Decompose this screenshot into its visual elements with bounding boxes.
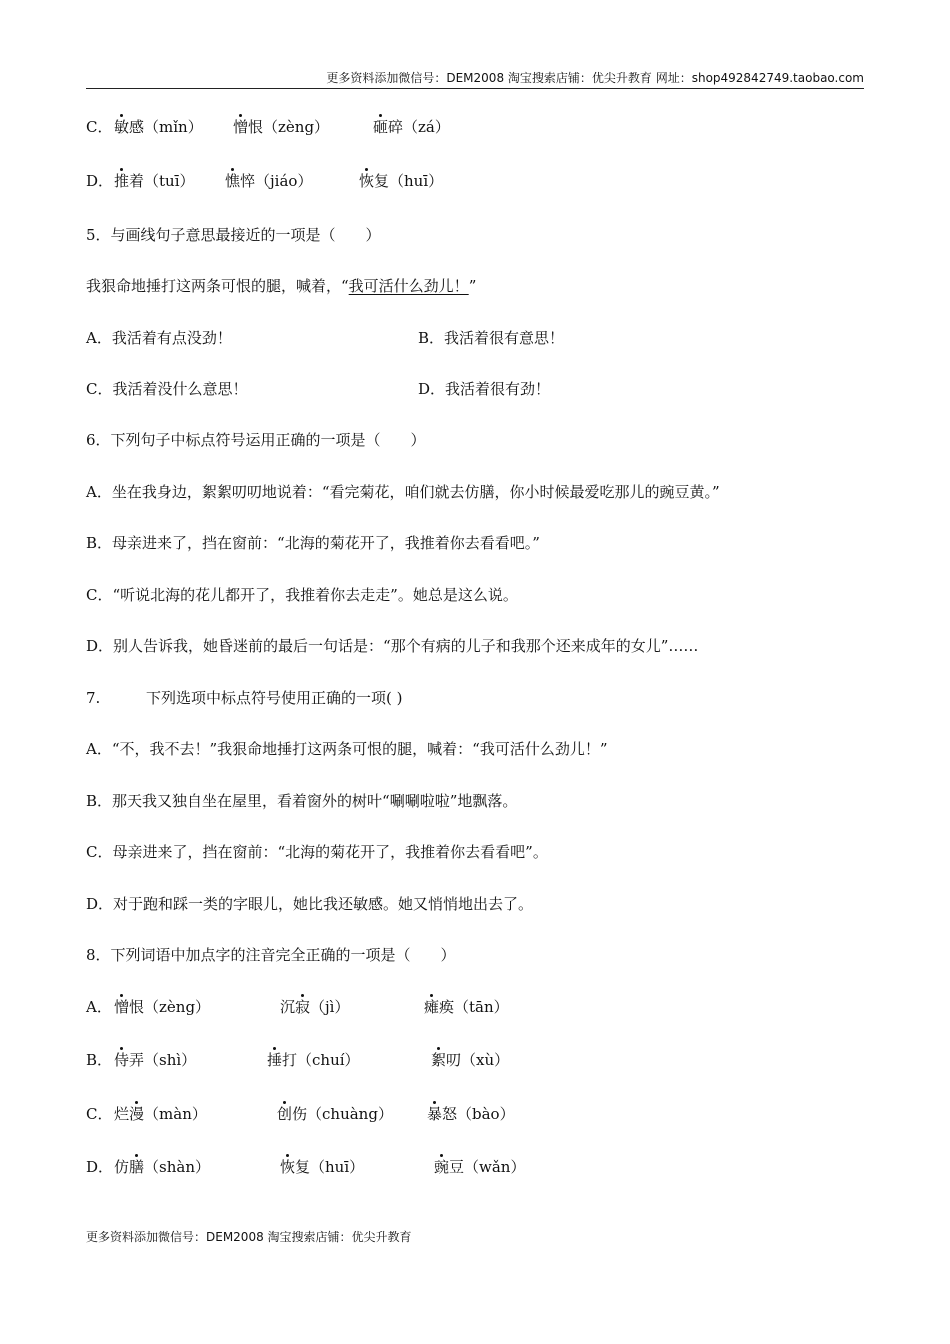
item-rest: 恨（zèng） bbox=[129, 998, 211, 1016]
item-rest: 复（huī） bbox=[295, 1158, 365, 1176]
dotted-char: 寂 bbox=[295, 998, 311, 1016]
dotted-char: 恢 bbox=[359, 172, 375, 190]
dotted-char: 敏 bbox=[114, 118, 130, 136]
q8-stem: 8．下列词语中加点字的注音完全正确的一项是（ ） bbox=[86, 946, 456, 964]
q5-stem: 5．与画线句子意思最接近的一项是（ ） bbox=[86, 226, 381, 244]
q8-a-item-3 bbox=[424, 997, 509, 1017]
q8-a-item-1 bbox=[114, 997, 210, 1017]
underlined-sentence: 我可活什么劲儿！ bbox=[348, 277, 469, 295]
item-rest: 复（huī） bbox=[374, 172, 444, 190]
item-rest: 叨（xù） bbox=[446, 1051, 510, 1069]
item-rest: 打（chuí） bbox=[282, 1051, 360, 1069]
q5-option-a: A．我活着有点没劲！ bbox=[86, 329, 232, 347]
item-before: 仿 bbox=[114, 1158, 130, 1176]
item-before: 烂 bbox=[114, 1105, 130, 1123]
dotted-char: 恢 bbox=[280, 1158, 296, 1176]
dotted-char: 推 bbox=[114, 172, 130, 190]
q8-d-item-2 bbox=[280, 1157, 364, 1177]
q8-d-item-1 bbox=[114, 1157, 210, 1177]
q5-option-b: B．我活着很有意思！ bbox=[418, 329, 565, 347]
option-label: D． bbox=[86, 172, 114, 190]
sentence-before: 我狠命地捶打这两条可恨的腿，喊着，“ bbox=[86, 277, 349, 295]
dotted-char: 憔 bbox=[225, 172, 241, 190]
q8-c-item-1 bbox=[114, 1104, 207, 1124]
q7-option-b: B．那天我又独自坐在屋里，看着窗外的树叶“唰唰啦啦”地飘落。 bbox=[86, 792, 518, 810]
q5-sentence bbox=[86, 276, 476, 296]
q6-option-d: D．别人告诉我，她昏迷前的最后一句话是：“那个有病的儿子和我那个还来成年的女儿”…… bbox=[86, 637, 699, 655]
q8-option-b bbox=[86, 1050, 112, 1070]
option-label: B． bbox=[86, 1051, 113, 1069]
dotted-char: 膳 bbox=[129, 1158, 145, 1176]
page-footer bbox=[86, 1228, 412, 1245]
sentence-after: ” bbox=[468, 277, 477, 295]
q4-c-item-1 bbox=[114, 117, 203, 137]
item-rest: 感（mǐn） bbox=[129, 118, 203, 136]
dotted-char: 漫 bbox=[129, 1105, 145, 1123]
q8-option-a bbox=[86, 997, 112, 1017]
dotted-char: 憎 bbox=[233, 118, 249, 136]
q4-c-item-2 bbox=[233, 117, 329, 137]
q8-b-item-1 bbox=[114, 1050, 196, 1070]
q7-option-a: A．“不，我不去！”我狠命地捶打这两条可恨的腿，喊着：“我可活什么劲儿！” bbox=[86, 740, 608, 758]
item-rest: 弄（shì） bbox=[129, 1051, 197, 1069]
item-before: 沉 bbox=[280, 998, 296, 1016]
q7-option-c: C．母亲进来了，挡在窗前：“北海的菊花开了，我推着你去看看吧”。 bbox=[86, 843, 548, 861]
dotted-char: 捶 bbox=[267, 1051, 283, 1069]
q8-b-item-2 bbox=[267, 1050, 360, 1070]
q4-option-d bbox=[86, 171, 113, 191]
item-rest: 着（tuī） bbox=[129, 172, 195, 190]
footer-text: 更多资料添加微信号：DEM2008 淘宝搜索店铺：优尖升教育 bbox=[86, 1230, 412, 1244]
option-label: D． bbox=[86, 1158, 114, 1176]
q7-number: 7. bbox=[86, 689, 101, 707]
q5-option-d: D．我活着很有劲！ bbox=[418, 380, 551, 398]
q8-c-item-3 bbox=[427, 1104, 515, 1124]
q8-option-c bbox=[86, 1104, 112, 1124]
header-text: 更多资料添加微信号：DEM2008 淘宝搜索店铺：优尖升教育 网址：shop492842749.taobao.com bbox=[326, 71, 864, 85]
q6-option-b: B．母亲进来了，挡在窗前：“北海的菊花开了，我推着你去看看吧。” bbox=[86, 534, 540, 552]
dotted-char: 豌 bbox=[434, 1158, 450, 1176]
q8-b-item-3 bbox=[431, 1050, 509, 1070]
item-rest: 豆（wǎn） bbox=[449, 1158, 526, 1176]
dotted-char: 暴 bbox=[427, 1105, 443, 1123]
item-rest: 伤（chuàng） bbox=[292, 1105, 393, 1123]
q4-d-item-2 bbox=[225, 171, 312, 191]
q6-option-c: C．“听说北海的花儿都开了，我推着你去走走”。她总是这么说。 bbox=[86, 586, 518, 604]
option-label: C． bbox=[86, 118, 113, 136]
page-header bbox=[86, 68, 864, 89]
option-label: C． bbox=[86, 1105, 113, 1123]
q4-option-c bbox=[86, 117, 112, 137]
q5-option-c: C．我活着没什么意思！ bbox=[86, 380, 248, 398]
q8-a-item-2 bbox=[280, 997, 349, 1017]
dotted-char: 侍 bbox=[114, 1051, 130, 1069]
q8-option-d bbox=[86, 1157, 113, 1177]
item-rest: （shàn） bbox=[144, 1158, 210, 1176]
q8-d-item-3 bbox=[434, 1157, 525, 1177]
q7-option-d: D．对于跑和踩一类的字眼儿，她比我还敏感。她又悄悄地出去了。 bbox=[86, 895, 534, 913]
q8-c-item-2 bbox=[277, 1104, 393, 1124]
item-rest: 恨（zèng） bbox=[248, 118, 330, 136]
q6-option-a: A．坐在我身边，絮絮叨叨地说着：“看完菊花，咱们就去仿膳，你小时候最爱吃那儿的豌豆黄。” bbox=[86, 483, 720, 501]
item-rest: 怒（bào） bbox=[442, 1105, 515, 1123]
dotted-char: 憎 bbox=[114, 998, 130, 1016]
item-rest: 痪（tān） bbox=[439, 998, 509, 1016]
dotted-char: 絮 bbox=[431, 1051, 447, 1069]
q7-stem: 下列选项中标点符号使用正确的一项( ) bbox=[146, 689, 403, 707]
item-rest: 碎（zá） bbox=[388, 118, 450, 136]
dotted-char: 瘫 bbox=[424, 998, 440, 1016]
item-rest: 悴（jiáo） bbox=[240, 172, 313, 190]
item-rest: （màn） bbox=[144, 1105, 207, 1123]
q6-stem: 6．下列句子中标点符号运用正确的一项是（ ） bbox=[86, 431, 426, 449]
q4-c-item-3 bbox=[373, 117, 450, 137]
item-rest: （jì） bbox=[310, 998, 350, 1016]
q4-d-item-3 bbox=[359, 171, 443, 191]
q4-d-item-1 bbox=[114, 171, 195, 191]
dotted-char: 创 bbox=[277, 1105, 293, 1123]
option-label: A． bbox=[86, 998, 112, 1016]
dotted-char: 砸 bbox=[373, 118, 389, 136]
